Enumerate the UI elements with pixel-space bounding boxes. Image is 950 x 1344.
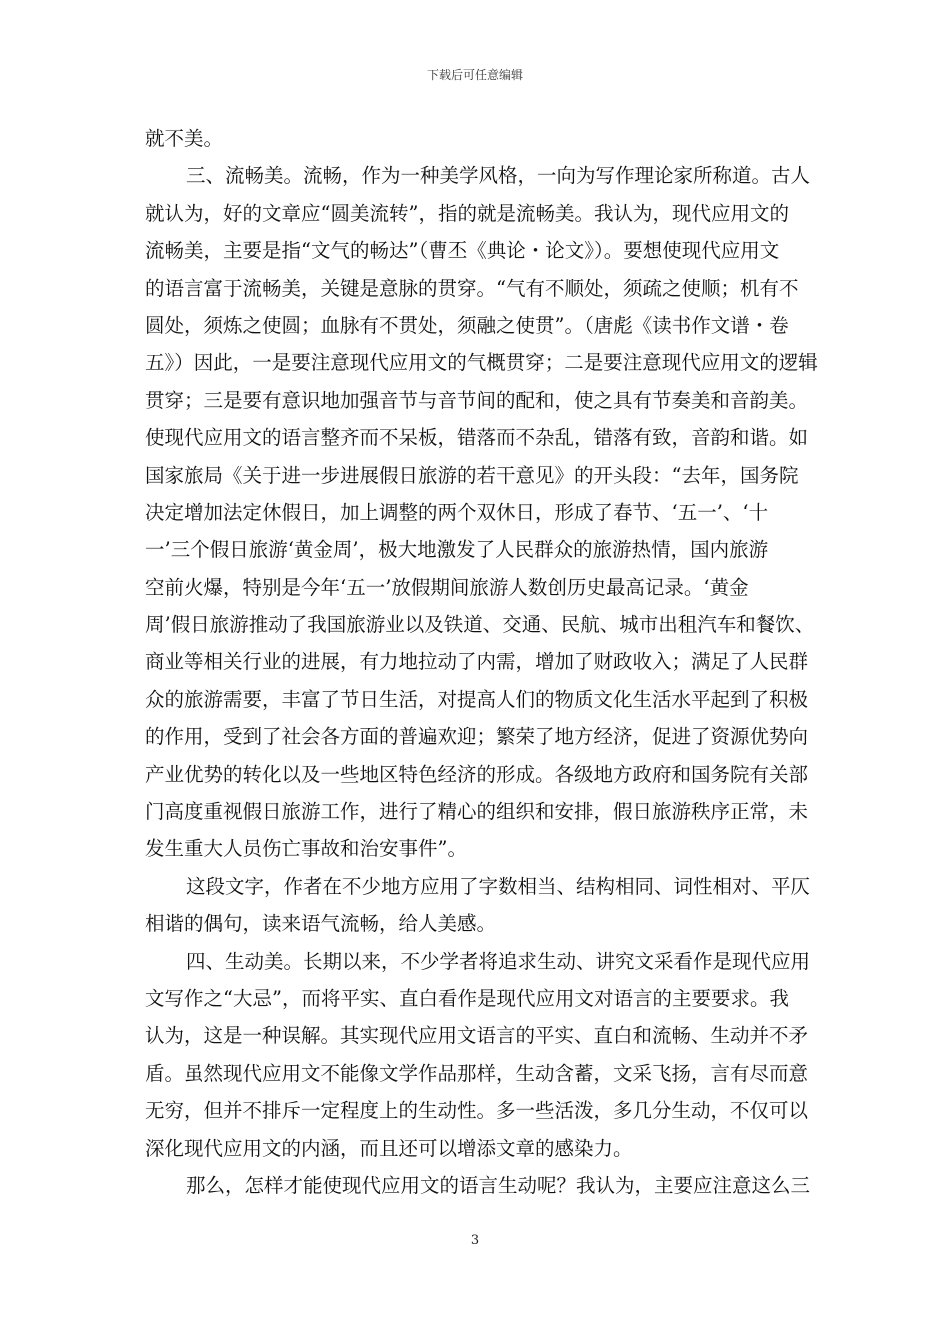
page-number: 3: [470, 1233, 480, 1248]
text-line: 认为，这是一种误解。其实现代应用文语言的平实、直白和流畅、生动并不矛: [145, 1024, 809, 1048]
text-line: 众的旅游需要，丰富了节日生活，对提高人们的物质文化生活水平起到了积极: [145, 687, 809, 711]
text-line: 流畅美，主要是指“文气的畅达”（曹丕《典论・论文》）。要想使现代应用文: [145, 239, 780, 263]
text-line: 三、流畅美。流畅，作为一种美学风格，一向为写作理论家所称道。古人: [186, 164, 811, 188]
text-line: 文写作之“大忌”，而将平实、直白看作是现代应用文对语言的主要要求。我: [145, 986, 789, 1010]
text-line: 发生重大人员伤亡事故和治安事件”。: [145, 837, 467, 861]
text-line: 四、生动美。长期以来，不少学者将追求生动、讲究文采看作是现代应用: [186, 949, 811, 973]
document-body: [145, 120, 818, 1204]
text-line: 门高度重视假日旅游工作，进行了精心的组织和安排，假日旅游秩序正常，未: [145, 800, 809, 824]
text-line: 这段文字，作者在不少地方应用了字数相当、结构相同、词性相对、平仄: [186, 874, 811, 898]
text-line: 就认为，好的文章应“圆美流转”，指的就是流畅美。我认为，现代应用文的: [145, 201, 789, 225]
text-line: 空前火爆，特别是今年‘五一’放假期间旅游人数创历史最高记录。‘黄金: [145, 575, 749, 599]
text-line: 周’假日旅游推动了我国旅游业以及铁道、交通、民航、城市出租汽车和餐饮、: [145, 613, 815, 637]
text-line: 决定增加法定休假日，加上调整的两个双休日，形成了春节、‘五一’、‘十: [145, 500, 769, 524]
text-line: 贯穿；三是要有意识地加强音节与音节间的配和，使之具有节奏美和音韵美。: [145, 388, 809, 412]
text-line: 国家旅局《关于进一步进展假日旅游的若干意见》的开头段：“去年，国务院: [145, 463, 799, 487]
text-line: 一’三个假日旅游‘黄金周’，极大地激发了人民群众的旅游热情，国内旅游: [145, 538, 769, 562]
text-line: 就不美。: [145, 127, 224, 150]
text-line: 相谐的偶句，读来语气流畅，给人美感。: [145, 912, 497, 936]
text-line: 产业优势的转化以及一些地区特色经济的形成。各级地方政府和国务院有关部: [145, 762, 809, 786]
text-line: 的作用，受到了社会各方面的普遍欢迎；繁荣了地方经济，促进了资源优势向: [145, 725, 809, 749]
page-header: 下载后可任意编辑: [426, 68, 523, 82]
text-line: 那么，怎样才能使现代应用文的语言生动呢？我认为，主要应注意这么三: [186, 1173, 811, 1197]
text-line: 五》）因此，一是要注意现代应用文的气概贯穿；二是要注意现代应用文的逻辑: [145, 351, 818, 375]
text-line: 商业等相关行业的进展，有力地拉动了内需，增加了财政收入；满足了人民群: [145, 650, 809, 674]
text-line: 盾。虽然现代应用文不能像文学作品那样，生动含蓄，文采飞扬，言有尽而意: [145, 1061, 809, 1085]
text-line: 无穷，但并不排斥一定程度上的生动性。多一些活泼，多几分生动，不仅可以: [145, 1099, 809, 1123]
text-line: 使现代应用文的语言整齐而不呆板，错落而不杂乱，错落有致，音韵和谐。如: [145, 426, 809, 450]
text-line: 深化现代应用文的内涵，而且还可以增添文章的感染力。: [145, 1136, 633, 1160]
text-line: 的语言富于流畅美，关键是意脉的贯穿。“气有不顺处，须疏之使顺；机有不: [145, 276, 799, 300]
text-line: 圆处，须炼之使圆；血脉有不贯处，须融之使贯”。（唐彪《读书作文谱・卷: [145, 313, 789, 337]
